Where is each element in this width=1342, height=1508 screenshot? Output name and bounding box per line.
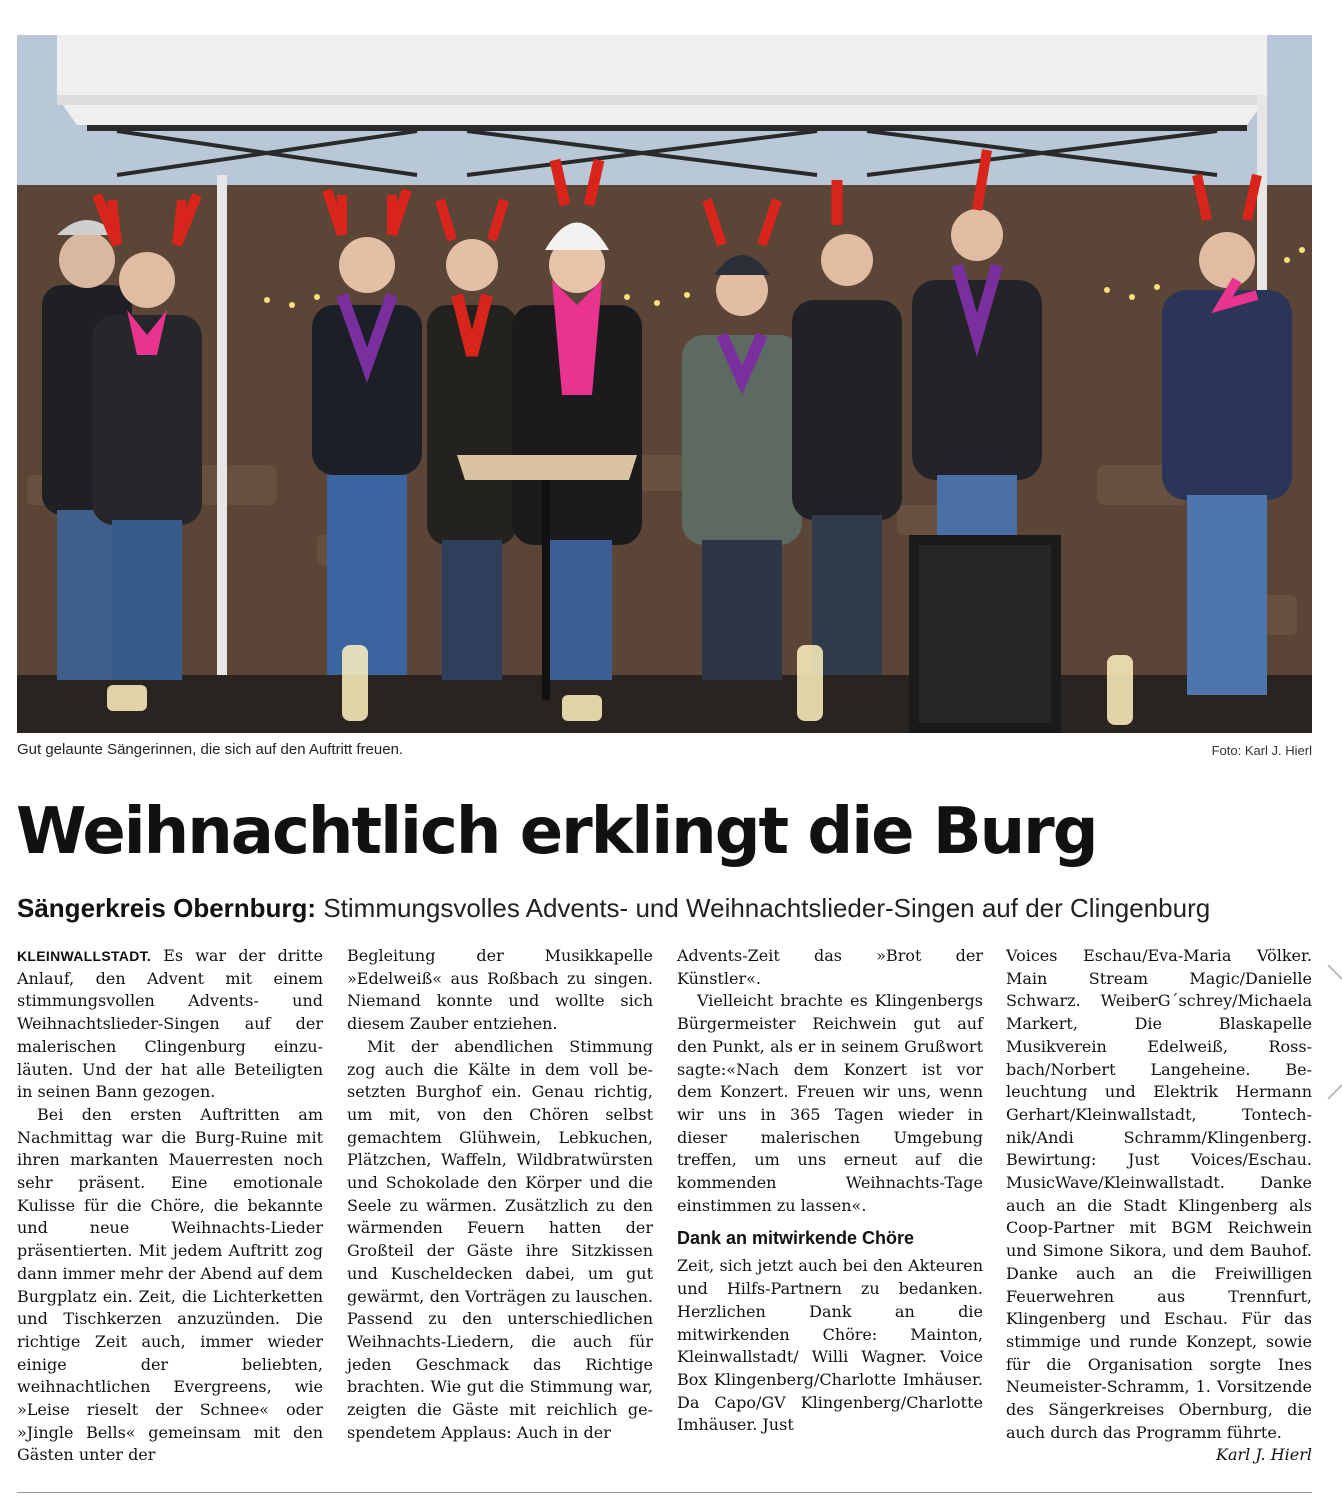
section-subheading: Dank an mitwirkende Chöre (677, 1228, 915, 1249)
subheadline (17, 893, 1210, 924)
article-column-3 (677, 945, 983, 1437)
photo-credit: Foto: Karl J. Hierl (1211, 743, 1312, 758)
headline: Weihnachtlich erklingt die Burg (16, 795, 1097, 869)
article-column-2 (347, 945, 653, 1444)
bottom-divider (17, 1492, 1312, 1493)
article-paragraph: KLEINWALLSTADT. Es war der dritte Anlauf, den Advent mit einem stimmungsvollen Advents- und Weihnachtslieder-Singen auf der malerischen Clingenburg einzuläuten. Und der hat alle Beteiligten in seinen Bann gezogen. (17, 946, 323, 1102)
article-paragraph: Bei den ersten Auftritten am Nachmittag war die Burg-Ruine mit ihren markanten Mauerresten noch sehr präsent. Eine emotionale Kulisse für die Chöre, die bekannte und neue Weihnachts-Lieder präsentierten. Mit jedem Auftritt zog dann immer mehr der Abend auf dem Burgplatz ein. Zeit, die Lichterketten und Tischkerzen anzuzünden. Die richtige Zeit auch, immer wieder einige der beliebten, weihnachtlichen Evergreens, wie »Leise rieselt der Schnee« oder »Jingle Bells« gemeinsam mit den Gästen unter der (17, 1104, 323, 1465)
article-column-1 (17, 945, 323, 1467)
subheadline-lead: Sängerkreis Obernburg: (17, 893, 317, 923)
article-paragraph: Advents-Zeit das »Brot der Künstler«. (677, 946, 983, 988)
photo-caption-row (17, 741, 1312, 765)
article-photo (17, 35, 1312, 733)
author-signature: Karl J. Hierl (1216, 1445, 1312, 1465)
page-chevron-icon (1324, 965, 1342, 1105)
article-paragraph: Voices Eschau/Eva-Maria Völker. Main Stream Magic/Danielle Schwarz. WeiberG´schrey/Michaela Markert, Die Blaskapelle Musikverein Edelweiß, Rossbach/Norbert Langeheine. Beleuchtung und Elektrik Hermann Gerhart/Kleinwallstadt, Tontechnik/Andi Schramm/Klingenberg. Bewirtung: Just Voices/Eschau. MusicWave/Kleinwallstadt. Danke auch an die Stadt Klingenberg als Coop-Partner mit BGM Reichwein und Simone Sikora, und dem Bauhof. Danke auch an die Freiwilligen Feuerwehren aus Trennfurt, Klingenberg und Eschau. Für das stimmige und runde Konzept, sowie für die Organisation sorgte Ines Neumeister-Schramm, 1. Vorsitzende des Sängerkreises Obernburg, die auch durch das Programm führte. Karl J. Hierl (1006, 945, 1312, 1444)
article-column-4 (1006, 945, 1312, 1467)
article-paragraph: Mit der abendlichen Stimmung zog auch die Kälte in dem voll besetzten Burghof ein. Genau richtig, um mit, von den Chören selbst gemachtem Glühwein, Lebkuchen, Plätzchen, Waffeln, Wildbratwürsten und Schokolade den Körper und die Seele zu wärmen. Zusätzlich zu den wärmenden Feuern hatten der Großteil der Gäste ihre Sitzkissen und Kuscheldecken dabei, um gut gewärmt, den Vorträgen zu lauschen. Passend zu den unterschiedlichen Weihnachts-Liedern, die auch für jeden Geschmack das Richtige brachten. Wie gut die Stimmung war, zeigten die Gäste mit reichlich gespendetem Applaus: Auch in der (347, 1036, 653, 1442)
subheadline-text: Stimmungsvolles Advents- und Weihnachtslieder-Singen auf der Clingenburg (323, 893, 1211, 923)
article-paragraph: Begleitung der Musikkapelle »Edelweiß« aus Roßbach zu singen. Niemand konnte und wollte sich diesem Zauber entziehen. (347, 946, 653, 1034)
article-paragraph: Zeit, sich jetzt auch bei den Akteuren und Hilfs-Partnern zu bedanken. Herzlichen Dank an die mitwirkenden Chöre: Mainton, Kleinwallstadt/ Willi Wagner. Voice Box Klingenberg/Charlotte Imhäuser. Da Capo/GV Klingenberg/Charlotte Imhäuser. Just (677, 1256, 983, 1435)
photo-caption: Gut gelaunte Sängerinnen, die sich auf den Auftritt freuen. (17, 741, 404, 758)
article-paragraph: Vielleicht brachte es Klingenbergs Bürgermeister Reichwein gut auf den Punkt, als er in seinem Grußwort sagte:«Nach dem Konzert ist vor dem Konzert. Freuen wir uns, wenn wir uns in 365 Tagen wieder in dieser malerischen Umgebung treffen, um uns erneut auf die kommenden Weihnachts-Tage einstimmen zu lassen«. (677, 991, 983, 1215)
choir-photo-illustration (17, 35, 1312, 733)
article-body (17, 945, 1312, 1470)
dateline: KLEINWALLSTADT. (17, 948, 152, 964)
